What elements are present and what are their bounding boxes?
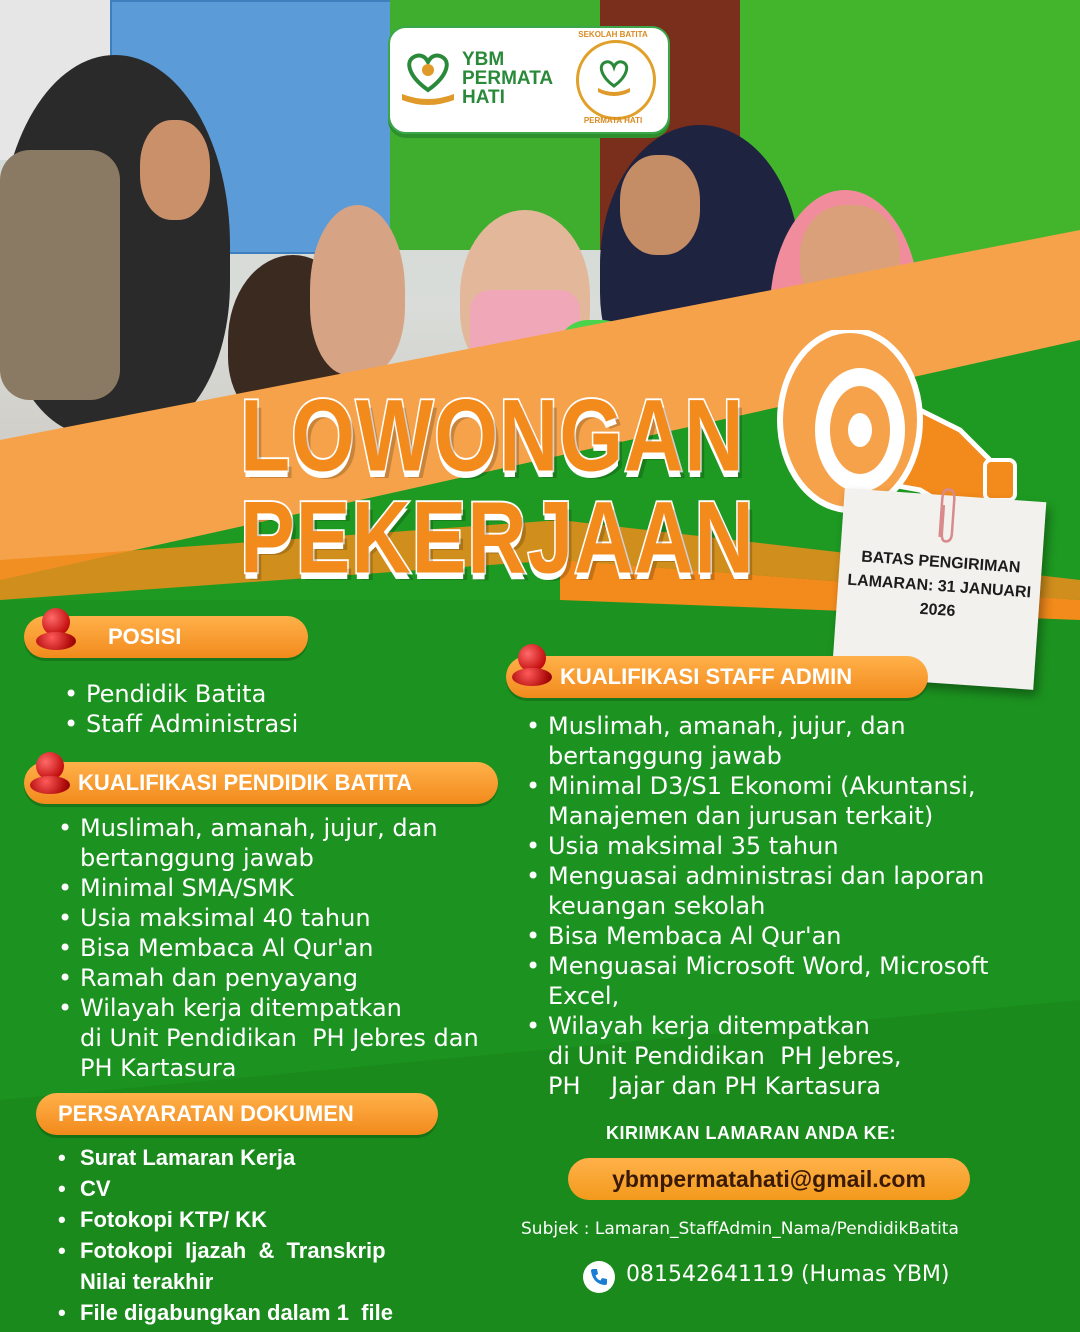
phone-icon xyxy=(583,1261,615,1293)
pin-icon xyxy=(36,608,74,652)
pin-icon xyxy=(512,644,550,688)
list-item: • Fotokopi KTP/ KK xyxy=(58,1204,393,1235)
list-item: • Muslimah, amanah, jujur, dan bertanggung jawab xyxy=(58,813,479,873)
posisi-header: POSISI xyxy=(24,616,308,658)
seal-heart-icon xyxy=(596,58,632,96)
list-item: • Ramah dan penyayang xyxy=(58,963,479,993)
posisi-list xyxy=(64,679,298,739)
list-item: • Surat Lamaran Kerja xyxy=(58,1142,393,1173)
list-item: • Bisa Membaca Al Qur'an xyxy=(526,921,988,951)
seal-bottom-text: PERMATA HATI xyxy=(583,116,643,125)
subject-text: Subjek : Lamaran_StaffAdmin_Nama/PendidikBatita xyxy=(521,1219,959,1239)
list-item: • Menguasai administrasi dan laporan keuangan sekolah xyxy=(526,861,988,921)
list-item: • Minimal D3/S1 Ekonomi (Akuntansi, Manajemen dan jurusan terkait) xyxy=(526,771,988,831)
paperclip-icon xyxy=(933,487,961,549)
kualifikasi-pendidik-header: KUALIFIKASI PENDIDIK BATITA xyxy=(24,762,498,804)
list-item: • Menguasai Microsoft Word, Microsoft Excel, xyxy=(526,951,988,1011)
list-item: • CV xyxy=(58,1173,393,1204)
persyaratan-header: PERSAYARATAN DOKUMEN xyxy=(36,1093,438,1135)
heart-book-icon xyxy=(398,48,458,110)
pin-icon xyxy=(30,752,68,796)
title-line-2: PEKERJAAN xyxy=(240,481,755,595)
list-item: • Usia maksimal 35 tahun xyxy=(526,831,988,861)
phone-glyph xyxy=(583,1261,615,1293)
list-item: • Wilayah kerja ditempatkan di Unit Pendidikan PH Jebres, PH Jajar dan PH Kartasura xyxy=(526,1011,988,1101)
phone-number[interactable]: 081542641119 (Humas YBM) xyxy=(626,1262,950,1287)
send-label: KIRIMKAN LAMARAN ANDA KE: xyxy=(606,1123,897,1143)
list-item: • Usia maksimal 40 tahun xyxy=(58,903,479,933)
kualifikasi-pendidik-list xyxy=(58,813,479,1083)
list-item: • Wilayah kerja ditempatkan di Unit Pendidikan PH Jebres dan PH Kartasura xyxy=(58,993,479,1083)
persyaratan-list xyxy=(58,1142,393,1328)
org-name: YBM PERMATA HATI xyxy=(462,49,553,108)
list-item: • Pendidik Batita xyxy=(64,679,298,709)
kualifikasi-admin-header: KUALIFIKASI STAFF ADMIN xyxy=(506,656,928,698)
title-line-1: LOWONGAN xyxy=(240,379,745,493)
email-link[interactable]: ybmpermatahati@gmail.com xyxy=(568,1158,970,1200)
seal-top-text: SEKOLAH BATITA xyxy=(578,30,648,39)
list-item: • Staff Administrasi xyxy=(64,709,298,739)
ybm-logo-card xyxy=(388,26,670,134)
kualifikasi-admin-list xyxy=(526,711,988,1101)
list-item: • Muslimah, amanah, jujur, dan bertanggung jawab xyxy=(526,711,988,771)
list-item: • Minimal SMA/SMK xyxy=(58,873,479,903)
list-item: • Bisa Membaca Al Qur'an xyxy=(58,933,479,963)
deadline-text: BATAS PENGIRIMAN LAMARAN: 31 JANUARI 2026 xyxy=(846,548,1032,621)
list-item: • File digabungkan dalam 1 file xyxy=(58,1297,393,1328)
list-item: • Fotokopi Ijazah & Transkrip Nilai terakhir xyxy=(58,1235,393,1297)
